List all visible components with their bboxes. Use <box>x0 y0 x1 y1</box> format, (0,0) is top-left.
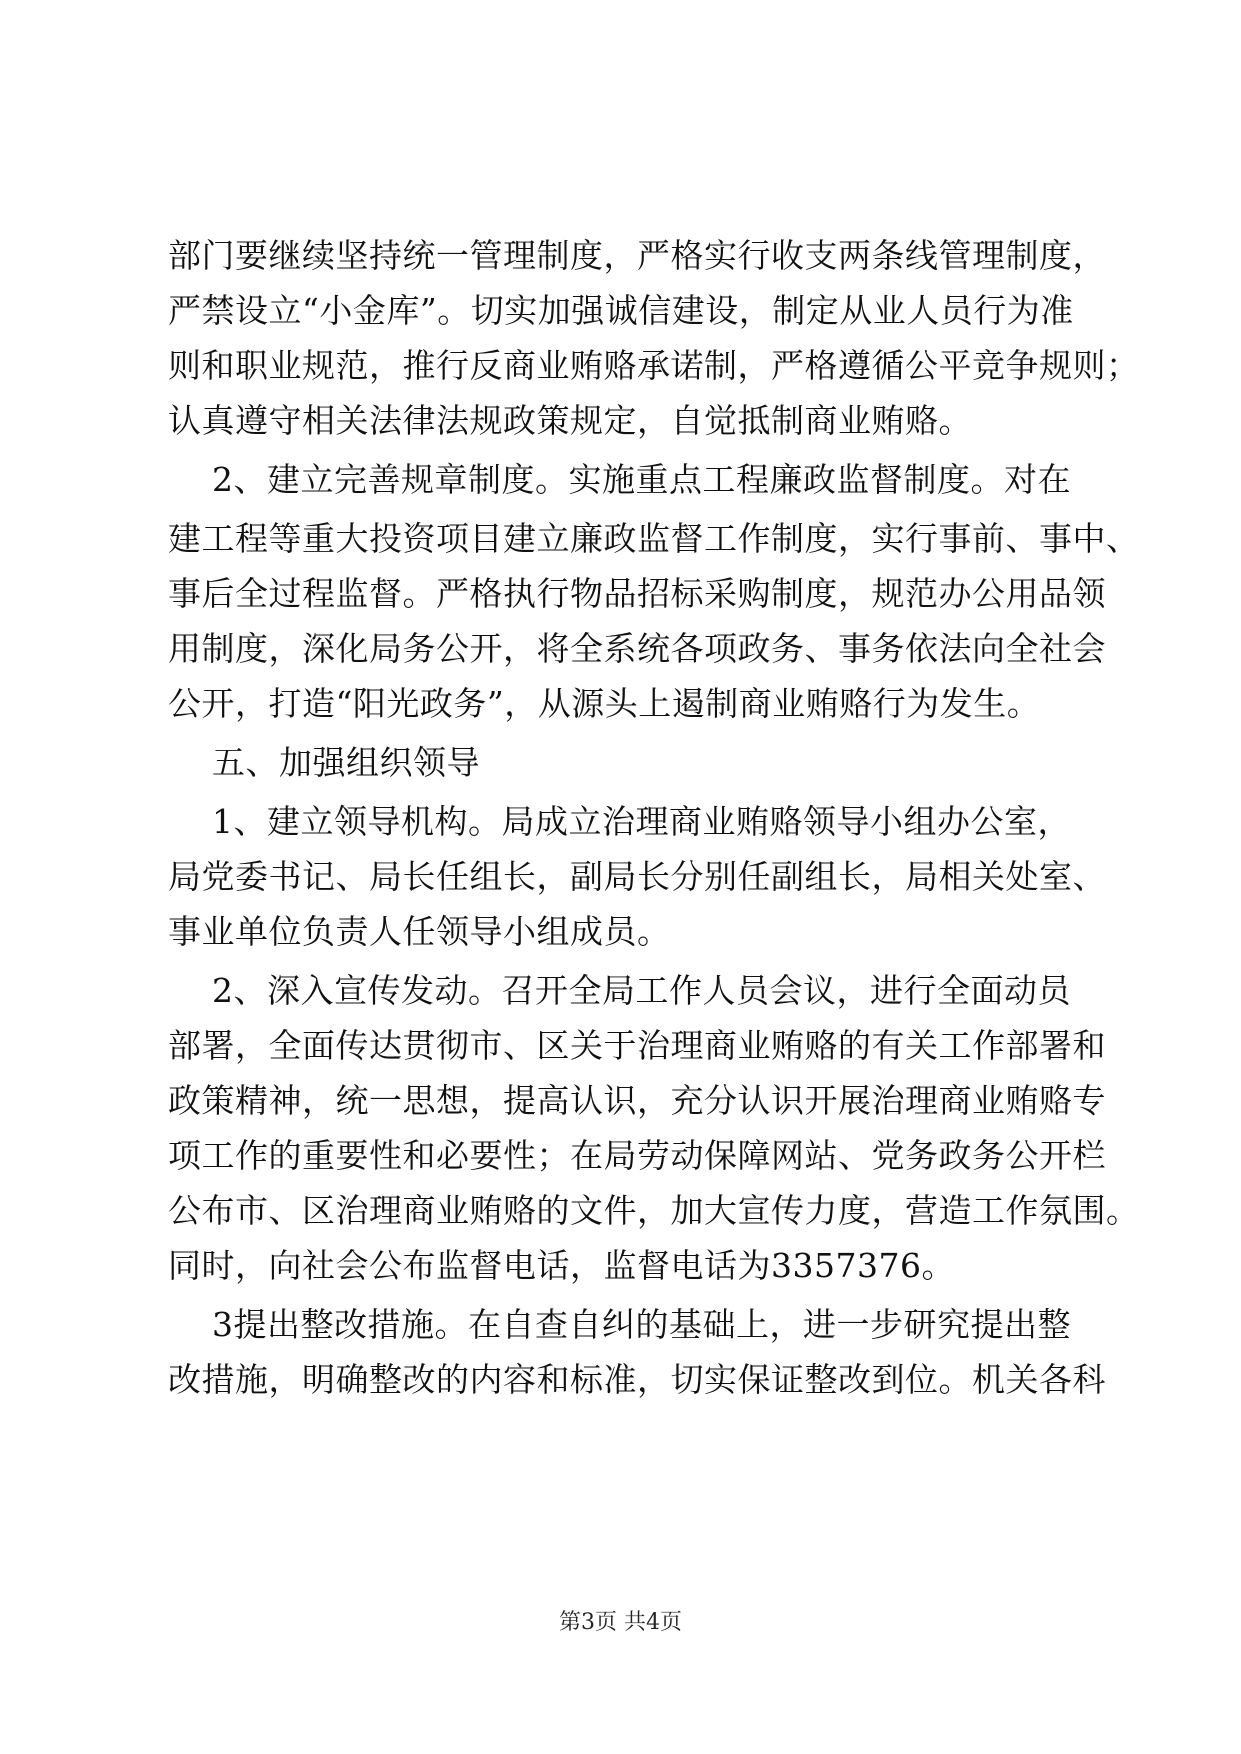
text-line: 严禁设立“小金库”。切实加强诚信建设，制定从业人员行为准 <box>168 291 1074 330</box>
text-line: 局党委书记、局长任组长，副局长分别任副组长，局相关处室、 <box>168 857 1106 896</box>
text-line: 公开，打造“阳光政务”，从源头上遏制商业贿赂行为发生。 <box>168 684 1041 723</box>
text-line: 改措施，明确整改的内容和标准，切实保证整改到位。机关各科 <box>168 1360 1106 1399</box>
text-line: 认真遵守相关法律法规政策规定，自觉抵制商业贿赂。 <box>168 401 972 440</box>
text-line: 2、建立完善规章制度。实施重点工程廉政监督制度。对在 <box>212 460 1071 499</box>
text-line: 1、建立领导机构。局成立治理商业贿赂领导小组办公室， <box>212 802 1071 841</box>
text-line: 政策精神，统一思想，提高认识，充分认识开展治理商业贿赂专 <box>168 1081 1106 1120</box>
text-line: 2、深入宣传发动。召开全局工作人员会议，进行全面动员 <box>212 971 1071 1010</box>
text-line: 项工作的重要性和必要性；在局劳动保障网站、党务政务公开栏 <box>168 1136 1106 1175</box>
text-line: 3提出整改措施。在自查自纠的基础上，进一步研究提出整 <box>212 1305 1071 1344</box>
text-line: 用制度，深化局务公开，将全系统各项政务、事务依法向全社会 <box>168 629 1106 668</box>
text-line: 公布市、区治理商业贿赂的文件，加大宣传力度，营造工作氛围。 <box>168 1191 1140 1230</box>
text-line: 事业单位负责人任领导小组成员。 <box>168 912 671 951</box>
text-line: 则和职业规范，推行反商业贿赂承诺制，严格遵循公平竞争规则； <box>168 346 1140 385</box>
text-line: 部门要继续坚持统一管理制度，严格实行收支两条线管理制度， <box>168 236 1106 275</box>
text-line: 事后全过程监督。严格执行物品招标采购制度，规范办公用品领 <box>168 574 1106 613</box>
text-line: 同时，向社会公布监督电话，监督电话为3357376。 <box>168 1246 955 1285</box>
page-number-footer: 第3页 共4页 <box>559 1610 682 1635</box>
text-line: 部署，全面传达贯彻市、区关于治理商业贿赂的有关工作部署和 <box>168 1026 1106 1065</box>
text-line: 建工程等重大投资项目建立廉政监督工作制度，实行事前、事中、 <box>168 519 1140 558</box>
section-heading: 五、加强组织领导 <box>212 743 480 782</box>
